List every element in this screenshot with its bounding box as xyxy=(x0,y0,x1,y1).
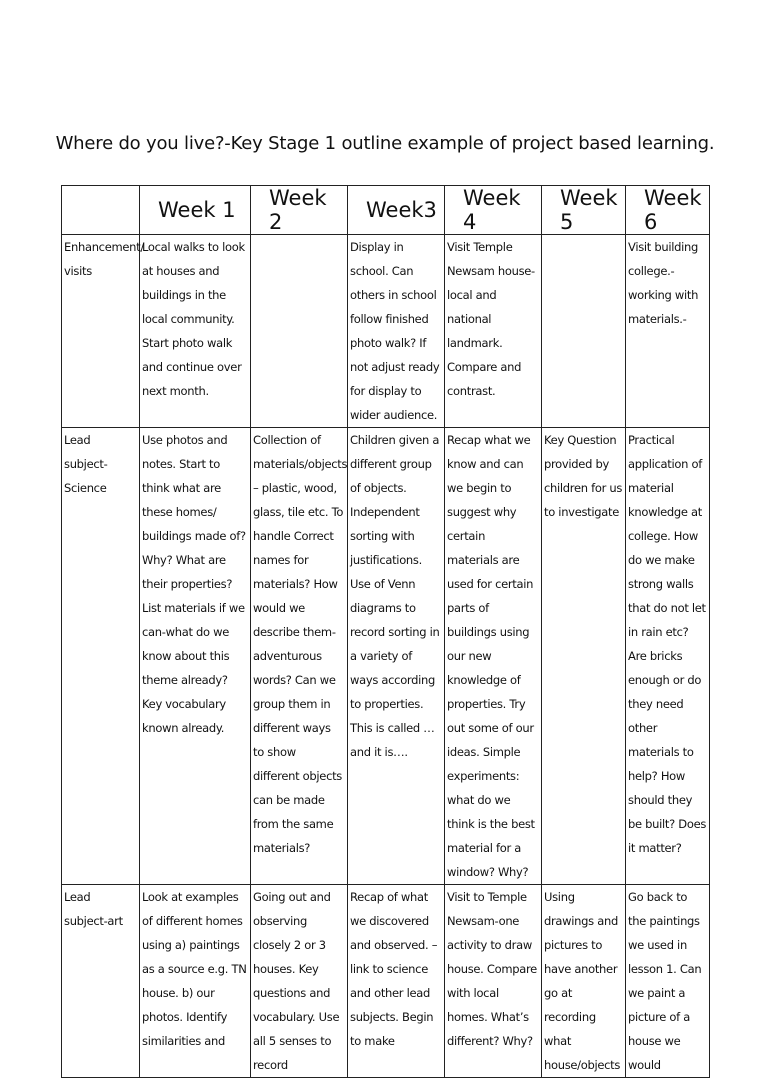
row-label: Lead subject-Science xyxy=(62,428,140,885)
table-cell: Go back to the paintings we used in lesson 1. Can we paint a picture of a house we would xyxy=(626,885,710,1078)
header-week-3: Week3 xyxy=(348,186,445,235)
table-row-art xyxy=(62,885,710,1078)
table-cell: Local walks to look at houses and buildings in the local community. Start photo walk and continue over next month. xyxy=(140,235,251,428)
header-week-2: Week 2 xyxy=(251,186,348,235)
table-cell: Recap of what we discovered and observed. –link to science and other lead subjects. Begin to make xyxy=(348,885,445,1078)
row-label: Enhancement/ visits xyxy=(62,235,140,428)
header-corner xyxy=(62,186,140,235)
document-title: Where do you live?-Key Stage 1 outline example of project based learning. xyxy=(55,133,715,154)
table-cell: Visit building college.- working with materials.- xyxy=(626,235,710,428)
table-cell: Look at examples of different homes using a) paintings as a source e.g. TN house. b) our photos. Identify similarities and xyxy=(140,885,251,1078)
table-cell: Going out and observing closely 2 or 3 houses. Key questions and vocabulary. Use all 5 senses to record xyxy=(251,885,348,1078)
table-cell: Display in school. Can others in school follow finished photo walk? If not adjust ready for display to wider audience. xyxy=(348,235,445,428)
project-plan-table xyxy=(61,185,710,1078)
header-week-6: Week 6 xyxy=(626,186,710,235)
table-cell: Practical application of material knowledge at college. How do we make strong walls that do not let in rain etc? Are bricks enough or do they need other materials to help? How should they be built? Does it matter? xyxy=(626,428,710,885)
table-cell: Collection of materials/objects – plastic, wood, glass, tile etc. To handle Correct names for materials? How would we describe them-adventurous words? Can we group them in different ways to show different objects can be made from the same materials? xyxy=(251,428,348,885)
table-cell xyxy=(542,235,626,428)
table-cell: Recap what we know and can we begin to suggest why certain materials are used for certain parts of buildings using our new knowledge of properties. Try out some of our ideas. Simple experiments: what do we think is the best material for a window? Why? xyxy=(445,428,542,885)
table-cell: Using drawings and pictures to have another go at recording what house/objects xyxy=(542,885,626,1078)
header-row xyxy=(62,186,710,235)
header-week-4: Week 4 xyxy=(445,186,542,235)
table-cell: Use photos and notes. Start to think what are these homes/ buildings made of? Why? What are their properties? List materials if we can-what do we know about this theme already? Key vocabulary known already. xyxy=(140,428,251,885)
table-cell: Children given a different group of objects. Independent sorting with justifications. Use of Venn diagrams to record sorting in a variety of ways according to properties. This is called … and it is…. xyxy=(348,428,445,885)
table-row-enhancement xyxy=(62,235,710,428)
header-week-5: Week 5 xyxy=(542,186,626,235)
table-cell: Visit to Temple Newsam-one activity to draw house. Compare with local homes. What’s different? Why? xyxy=(445,885,542,1078)
row-label: Lead subject-art xyxy=(62,885,140,1078)
header-week-1: Week 1 xyxy=(140,186,251,235)
table-row-science xyxy=(62,428,710,885)
table-cell: Key Question provided by children for us to investigate xyxy=(542,428,626,885)
table-cell xyxy=(251,235,348,428)
table-cell: Visit Temple Newsam house-local and national landmark. Compare and contrast. xyxy=(445,235,542,428)
